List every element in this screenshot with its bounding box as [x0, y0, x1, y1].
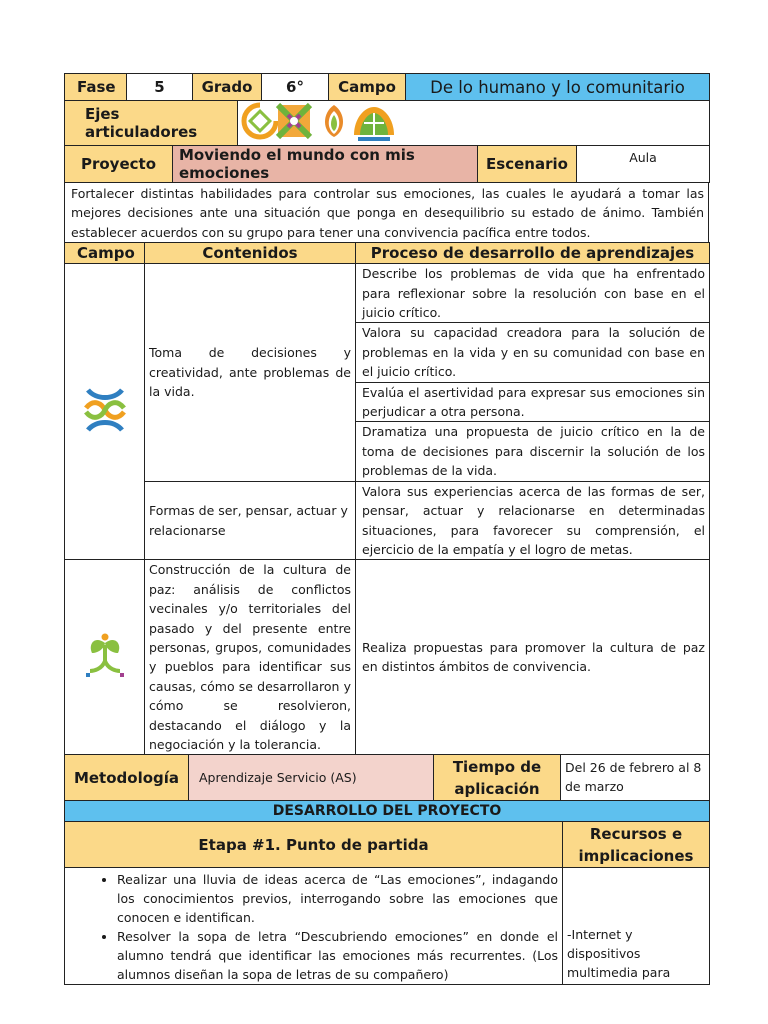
campo-icon-cell-1: [65, 264, 145, 560]
metodologia-table: [64, 754, 710, 801]
ejes-icons-group: [238, 101, 408, 141]
cultura-paz-icon: [82, 631, 128, 679]
pensamiento-critico-icon: [278, 105, 310, 137]
vida-saludable-icon: [354, 107, 394, 139]
metodologia-value: Aprendizaje Servicio (AS): [189, 755, 434, 801]
proceso-2: Valora su capacidad creadora para la solución de problemas en la vida y en su comunidad con base en el juicio crítico.: [356, 323, 710, 382]
grado-value: 6°: [262, 74, 329, 101]
escenario-value: Aula: [577, 146, 710, 183]
tiempo-value: Del 26 de febrero al 8 de marzo: [561, 755, 710, 801]
etapa-label: Etapa #1. Punto de partida: [65, 822, 563, 868]
activities-list: [69, 870, 558, 984]
fase-label: Fase: [65, 74, 127, 101]
recursos-label: Recursos e implicaciones: [563, 822, 710, 868]
header-table: [64, 73, 710, 101]
grado-label: Grado: [193, 74, 262, 101]
humano-comunitario-icon: [82, 386, 128, 434]
escenario-label: Escenario: [478, 146, 577, 183]
header-campo: Campo: [65, 243, 145, 264]
desarrollo-table: [64, 800, 710, 985]
header-proceso: Proceso de desarrollo de aprendizajes: [356, 243, 710, 264]
proceso-3: Evalúa el asertividad para expresar sus emociones sin perjudicar a otra persona.: [356, 382, 710, 422]
campo-icon-cell-2: [65, 560, 145, 755]
fase-value: 5: [127, 74, 193, 101]
header-contenidos: Contenidos: [145, 243, 356, 264]
tiempo-label: Tiempo de aplicación: [434, 755, 561, 801]
objective-table: [64, 182, 709, 243]
contenidos-table: [64, 242, 710, 755]
metodologia-label: Metodología: [65, 755, 189, 801]
proceso-1: Describe los problemas de vida que ha enfrentado para reflexionar sobre la resolución con base en el juicio crítico.: [356, 264, 710, 323]
ejes-icons: [238, 101, 710, 146]
proyecto-value: Moviendo el mundo con mis emociones: [173, 146, 478, 183]
campo-value: De lo humano y lo comunitario: [406, 74, 710, 101]
contenido-3: Construcción de la cultura de paz: análisis de conflictos vecinales y/o territoriales del pasado y del presente entre personas, grupos, comunidades y pueblos para identificar sus causas, cómo se desarrollaron y cómo se resolvieron, destacando el diálogo y la negociación y la tolerancia.: [145, 560, 356, 755]
etapa-activities: [65, 868, 563, 985]
proyecto-table: [64, 145, 710, 183]
proyecto-label: Proyecto: [65, 146, 173, 183]
proceso-4: Dramatiza una propuesta de juicio crítico en la de toma de decisiones para discernir la solución de los problemas de la vida.: [356, 422, 710, 481]
objective-text: Fortalecer distintas habilidades para controlar sus emociones, las cuales le ayudará a tomar las mejores decisiones ante una situación que ponga en desequilibrio su estado de ánimo. También establecer acuerdos con su grupo para tener una convivencia pacífica entre todos.: [65, 183, 709, 243]
activity-1: • Realizar una lluvia de ideas acerca de “Las emociones”, indagando los conocimientos previos, interrogando sobre las emociones que conocen e identifican.: [117, 870, 558, 927]
proceso-5: Valora sus experiencias acerca de las formas de ser, pensar, actuar y relacionarse en determinadas situaciones, para favorecer su comprensión, el ejercicio de la empatía y el logro de metas.: [356, 481, 710, 560]
inclusion-icon: [244, 105, 276, 137]
campo-label: Campo: [329, 74, 406, 101]
planning-document: [64, 73, 709, 985]
ejes-label: Ejes articuladores: [65, 101, 238, 146]
contenido-2: Formas de ser, pensar, actuar y relacionarse: [145, 481, 356, 560]
proceso-6: Realiza propuestas para promover la cultura de paz en distintos ámbitos de convivencia.: [356, 560, 710, 755]
contenido-1: Toma de decisiones y creatividad, ante problemas de la vida.: [145, 264, 356, 481]
activity-2: • Resolver la sopa de letra “Descubriendo emociones” en donde el alumno tendrá que identificar las emociones más recurrentes. (Los alumnos diseñan la sopa de letras de su compañero): [117, 927, 558, 984]
desarrollo-title: DESARROLLO DEL PROYECTO: [65, 801, 710, 822]
ejes-table: [64, 100, 710, 146]
interculturalidad-icon: [325, 105, 343, 137]
recursos-value: -Internet y dispositivos multimedia para: [563, 868, 710, 985]
